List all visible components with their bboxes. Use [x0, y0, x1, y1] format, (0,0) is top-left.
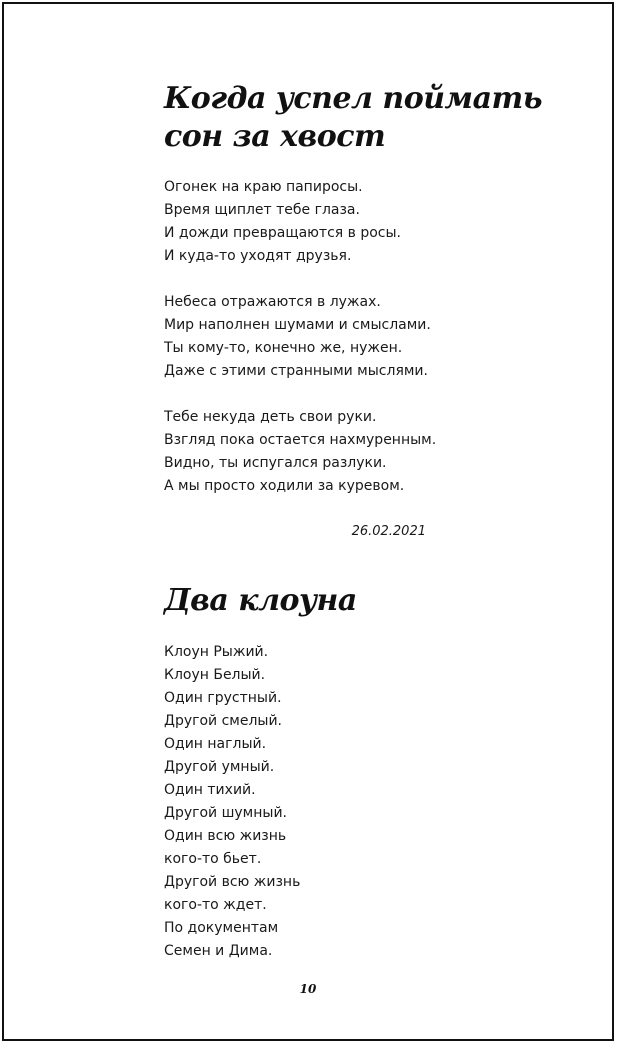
poem-line: Один всю жизнь — [164, 828, 287, 844]
poem-line: А мы просто ходили за куревом. — [164, 478, 405, 494]
poem-line: Другой всю жизнь — [164, 874, 301, 890]
poem-line: И куда-то уходят друзья. — [164, 248, 352, 264]
poem-body — [164, 176, 584, 498]
poem-line: Взгляд пока остается нахмуренным. — [164, 432, 437, 448]
poem-line: Тебе некуда деть свои руки. — [164, 409, 377, 425]
poem-title — [164, 582, 357, 620]
page-number: 10 — [299, 982, 317, 996]
poem-line: Мир наполнен шумами и смыслами. — [164, 317, 431, 333]
poem-line: Время щиплет тебе глаза. — [164, 202, 360, 218]
poem-line: Клоун Белый. — [164, 667, 266, 683]
poem-line: Клоун Рыжий. — [164, 644, 269, 660]
poem-line: Семен и Дима. — [164, 943, 273, 959]
poem-title-line: сон за хвост — [164, 119, 386, 154]
book-page — [2, 2, 614, 1041]
poem-line: Другой смелый. — [164, 713, 283, 729]
poem-line: И дожди превращаются в росы. — [164, 225, 402, 241]
poem-line: кого-то бьет. — [164, 851, 262, 867]
poem-title-line: Когда успел поймать — [164, 81, 543, 116]
poem-body — [164, 641, 584, 963]
stanza-gap — [164, 383, 584, 406]
poem-line: Видно, ты испугался разлуки. — [164, 455, 387, 471]
poem-line: Огонек на краю папиросы. — [164, 179, 363, 195]
poem-line: Даже с этими странными мыслями. — [164, 363, 428, 379]
poem-title — [164, 80, 542, 156]
poem-line: кого-то ждет. — [164, 897, 267, 913]
poem-line: Другой шумный. — [164, 805, 287, 821]
poem-line: Один наглый. — [164, 736, 267, 752]
poem-title-line: Два клоуна — [164, 583, 357, 618]
poem-line: Ты кому-то, конечно же, нужен. — [164, 340, 403, 356]
poem-line: Один грустный. — [164, 690, 282, 706]
poem-date: 26.02.2021 — [351, 524, 426, 539]
poem-line: Небеса отражаются в лужах. — [164, 294, 381, 310]
poem-line: Один тихий. — [164, 782, 256, 798]
stanza-gap — [164, 268, 584, 291]
poem-line: Другой умный. — [164, 759, 275, 775]
poem-line: По документам — [164, 920, 279, 936]
